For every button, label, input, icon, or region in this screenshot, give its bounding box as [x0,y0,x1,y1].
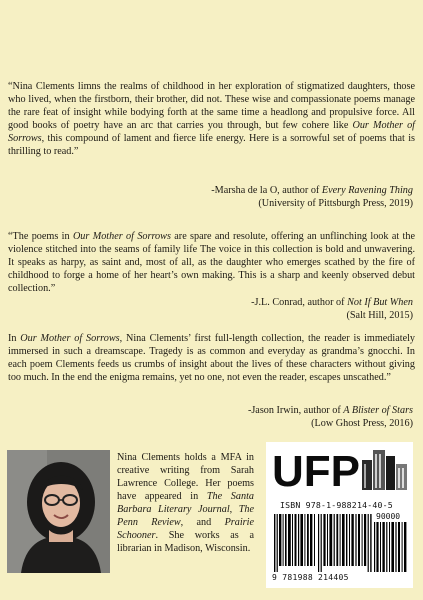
blurb-2-author-book: Not If But When [347,297,413,308]
bio-journal-2: The Penn Review [117,504,254,528]
blurb-1-text: “Nina Clements limns the realms of childhood in her exploration of stigmatized daughters, those who lived, when the firstborn, their brother, did not. These wise and compassionate poems manage the rare feat of insight while bodying forth at the same time a headlong and propulsive force. All good books of poetry have an arc that carries you through, but few cohere like [8,81,415,131]
blurb-1-author-book: Every Ravening Thing [321,185,413,196]
blurb-3-author-book: A Blister of Stars [343,405,413,416]
publisher-logo-text: UFP [272,447,360,492]
blurb-3-press: (Low Ghost Press, 2016) [311,418,413,429]
blurb-quote-1 [8,81,415,158]
bio-text-end: . She works as a librarian in Madison, Wisconsin. [117,530,254,554]
city-skyline-icon [362,450,407,490]
blurb-1-text-end: , this compound of lament and fierce life energy. Here is a sorrowful set of poems that is thrilling to read.” [8,132,415,157]
blurb-1-attribution [211,184,413,210]
blurb-quote-2 [8,231,415,296]
bio-separator-2: , and [180,517,225,528]
ean-barcode [274,514,372,572]
price-addon-barcode [374,522,408,572]
price-addon-number: 90000 [376,512,401,521]
blurb-1-author: -Marsha de la O, author of [211,185,322,196]
blurb-3-author: -Jason Irwin, author of [247,405,344,416]
author-photo [7,450,110,573]
author-portrait-illustration [7,450,110,573]
blurb-2-attribution [251,296,413,322]
isbn-label: ISBN 978-1-988214-40-5 [280,500,393,510]
blurb-quote-3 [8,333,415,385]
blurb-1-press: (University of Pittsburgh Press, 2019) [258,198,413,209]
bio-text: Nina Clements holds a MFA in creative writing from Sarah Lawrence College. Her poems have appeared in [117,452,254,502]
bio-journal-1: The Santa Barbara Literary Journal [117,491,254,515]
blurb-1-book-title: Our Mother of Sorrows [8,119,415,144]
blurb-2-text: are spare and resolute, offering an unflinching look at the violence stitched into the seams of family life The voice in this collection is bold and unwavering. It speaks as harpy, as saint and, most of all, as the daughter who emerges scathed by the fire of childhood to forge a home of her heart’s own making. This is a sharp and keenly observed debut collection.” [8,231,415,294]
blurb-3-book-title: Our Mother of Sorrows [20,333,120,344]
ufp-publisher-logo [270,444,409,492]
bio-journal-3: Prairie Schooner [117,517,254,541]
isbn-barcode-panel [266,442,413,588]
author-bio [117,451,254,555]
blurb-3-text: , Nina Clements’ first full-length collection, the reader is immediately immersed in such a dreamscape. Tragedy is as common and everyday as grandma’s gnocchi. In each poem Clements feeds us crumbs of insight about the lives of these characters without giving too much. In the end the enigma remains, yet no one, not even the reader, escapes unscathed.” [8,333,416,383]
blurb-2-text-start: “The poems in [8,231,73,242]
ean-number: 9 781988 214405 [272,573,349,582]
blurb-2-press: (Salt Hill, 2015) [346,310,413,321]
blurb-3-text-start: In [8,333,21,344]
bio-separator-1: , [229,504,239,515]
blurb-2-author: -J.L. Conrad, author of [251,297,348,308]
blurb-2-book-title: Our Mother of Sorrows [72,231,171,242]
blurb-3-attribution [248,404,413,430]
